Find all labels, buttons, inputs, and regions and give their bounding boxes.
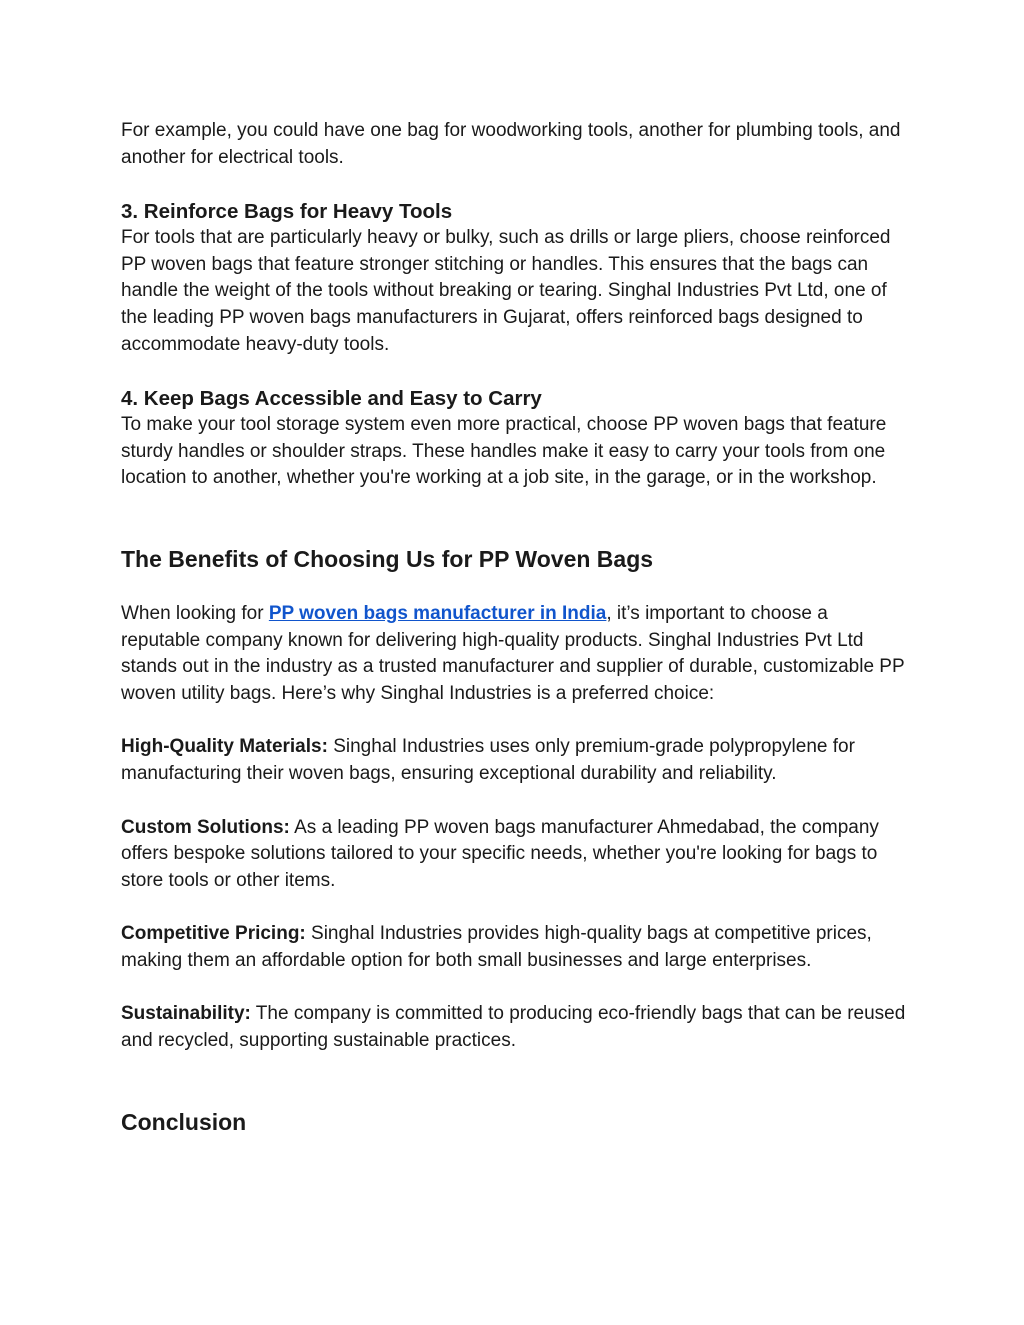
benefits-heading: The Benefits of Choosing Us for PP Woven Bags xyxy=(121,545,654,572)
benefit-text: Singhal Industries provides high-quality bags at competitive prices, making them an affordable option for both small businesses and large enterprises. xyxy=(121,923,872,971)
spacer xyxy=(121,894,911,921)
benefit-item-quality xyxy=(121,734,911,787)
spacer xyxy=(121,1055,911,1107)
benefit-item-custom xyxy=(121,815,911,895)
spacer xyxy=(121,358,911,385)
spacer xyxy=(121,707,911,734)
benefit-label: High-Quality Materials: xyxy=(121,736,328,758)
benefits-intro-paragraph xyxy=(121,601,911,707)
benefit-text: Singhal Industries uses only premium-grade polypropylene for manufacturing their woven bags, ensuring exceptional durability and reliability. xyxy=(121,736,855,784)
benefit-item-sustainability xyxy=(121,1001,911,1054)
conclusion-heading: Conclusion xyxy=(121,1108,247,1135)
benefits-intro-before-link: When looking for xyxy=(121,602,269,624)
benefit-label: Competitive Pricing: xyxy=(121,923,306,945)
benefit-item-pricing xyxy=(121,921,911,974)
document-page xyxy=(121,118,911,1137)
benefit-label: Sustainability: xyxy=(121,1003,251,1025)
spacer xyxy=(121,171,911,198)
section-3-heading: 3. Reinforce Bags for Heavy Tools xyxy=(121,200,453,224)
benefit-label: Custom Solutions: xyxy=(121,816,290,838)
spacer xyxy=(121,974,911,1001)
spacer xyxy=(121,492,911,544)
benefits-intro-after-link: , it’s important to choose a reputable company known for delivering high-quality products. Singhal Industries Pvt Ltd stands out in the industry as a trusted manufacturer and supplier of durable, customizable PP woven utility bags. Here’s why Singhal Industries is a preferred choice: xyxy=(121,602,905,704)
manufacturer-india-link[interactable]: PP woven bags manufacturer in India xyxy=(268,602,607,624)
benefit-text: As a leading PP woven bags manufacturer Ahmedabad, the company offers bespoke solutions tailored to your specific needs, whether you're looking for bags to store tools or other items. xyxy=(121,816,879,891)
section-4-body: To make your tool storage system even more practical, choose PP woven bags that feature sturdy handles or shoulder straps. These handles make it easy to carry your tools from one location to another, whether you're working at a job site, in the garage, or in the workshop. xyxy=(121,414,887,489)
benefit-text: The company is committed to producing eco-friendly bags that can be reused and recycled, supporting sustainable practices. xyxy=(121,1003,906,1052)
intro-paragraph: For example, you could have one bag for woodworking tools, another for plumbing tools, and another for electrical tools. xyxy=(121,120,901,168)
spacer xyxy=(121,788,911,815)
section-3-body: For tools that are particularly heavy or bulky, such as drills or large pliers, choose reinforced PP woven bags that feature stronger stitching or handles. This ensures that the bags can handle the weight of the tools without breaking or tearing. Singhal Industries Pvt Ltd, one of the leading PP woven bags manufacturers in Gujarat, offers reinforced bags designed to accommodate heavy-duty tools. xyxy=(121,227,891,355)
section-4-heading: 4. Keep Bags Accessible and Easy to Carry xyxy=(121,387,542,411)
spacer xyxy=(121,574,911,601)
